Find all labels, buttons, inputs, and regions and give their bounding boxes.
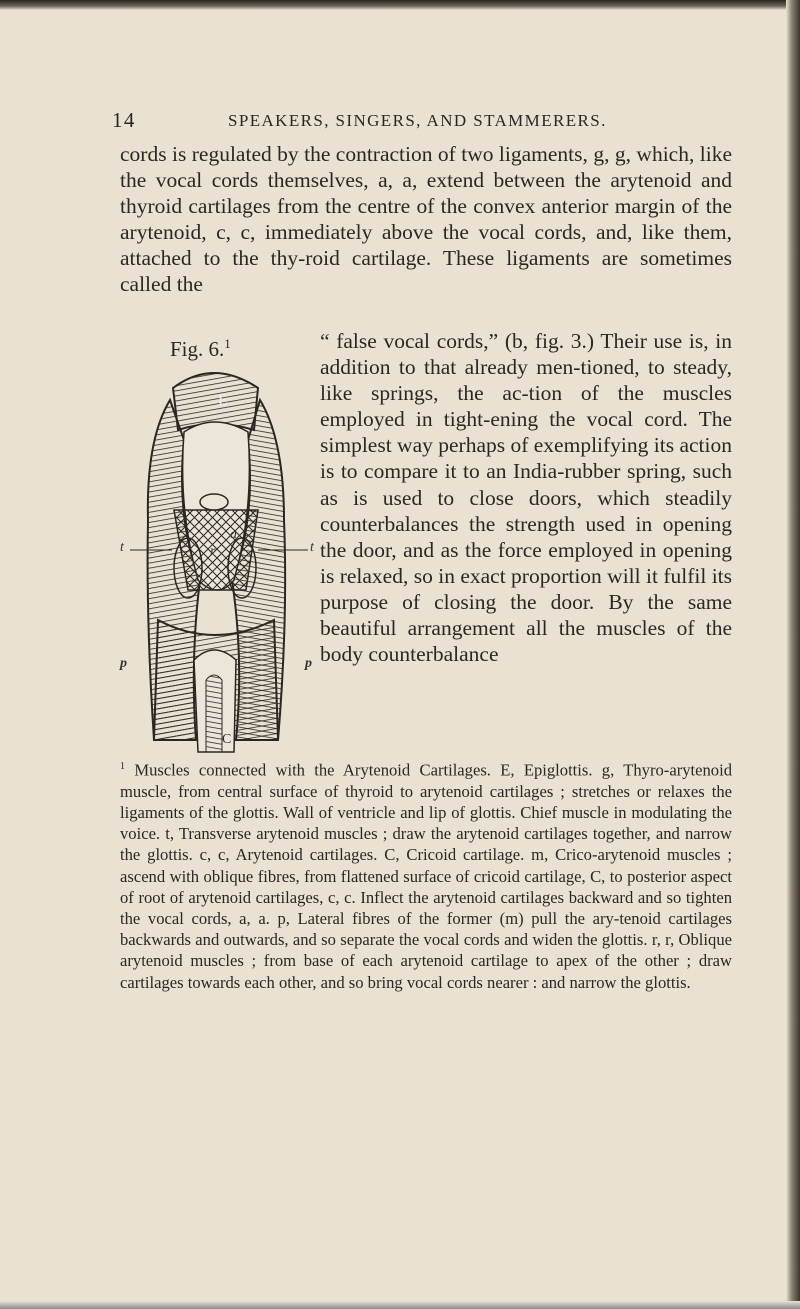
page-header [112,108,732,138]
figure-caption [170,336,231,362]
page-edge-bottom [0,1301,800,1309]
figure-caption-text: Fig. 6. [170,337,225,361]
footnote-marker: 1 [120,761,125,772]
larynx-illustration [118,360,308,760]
figure-label-E: E [218,392,228,409]
figure-label-t-left: t [120,540,124,555]
figure-label-C: C [222,732,232,747]
page-number: 14 [112,108,136,132]
footnote [120,756,732,993]
figure-label-p-right: p [305,656,312,671]
page-edge-right [786,0,800,1309]
running-head: SPEAKERS, SINGERS, AND STAMMERERS. [228,111,607,130]
body-paragraph-column: “ false vocal cords,” (b, fig. 3.) Their use is, in addition to that already men-tioned, to steady, like springs, the ac-tion of the muscles employed in tight-ening the vocal cord. The simplest way perhaps of exemplifying its action is to compare it to an India-rubber spring, such as is used to close doors, which steadily counterbalances the strength used in opening the door, and as the force employed in opening is relaxed, so in exact proportion will it fulfil its purpose of closing the door. By the same beautiful arrangement all the muscles of the body counterbalance [320,329,733,667]
figure-label-t-right: t [310,540,314,555]
figure-caption-note: 1 [224,336,231,351]
body-paragraph-top: cords is regulated by the contraction of two ligaments, g, g, which, like the vocal cords themselves, a, a, extend between the arytenoid and thyroid cartilages from the centre of the convex anterior margin of the arytenoid, c, c, immediately above the vocal cords, and, like them, attached to the thy-roid cartilage. These ligaments are sometimes called the [120,142,732,297]
page-edge-top [0,0,800,10]
figure-label-p-left: p [120,656,127,671]
figure-label-a: a [230,527,237,542]
footnote-text: Muscles connected with the Arytenoid Cartilages. E, Epiglottis. g, Thyro-arytenoid muscle, from central surface of thyroid to arytenoid cartilages ; stretches or relaxes the ligaments of the glottis. Wall of ventricle and lip of glottis. Chief muscle in modulating the voice. t, Transverse arytenoid muscles ; draw the arytenoid cartilages together, and narrow the glottis. c, c, Arytenoid cartilages. C, Cricoid cartilage. m, Crico-arytenoid muscles ; ascend with oblique fibres, from flattened surface of cricoid cartilage, C, to posterior aspect of root of arytenoid cartilages, c, c. Inflect the arytenoid cartilages backward and so tighten the vocal cords, a, a. p, Lateral fibres of the former (m) pull the ary-tenoid cartilages backwards and outwards, and so separate the vocal cords and widen the glottis. r, r, Oblique arytenoid muscles ; from base of each arytenoid cartilage to apex of the other ; draw cartilages towards each other, and so bring vocal cords nearer : and narrow the glottis. [120,760,732,992]
figure-6 [118,330,314,760]
figure-label-r: r [210,544,216,559]
